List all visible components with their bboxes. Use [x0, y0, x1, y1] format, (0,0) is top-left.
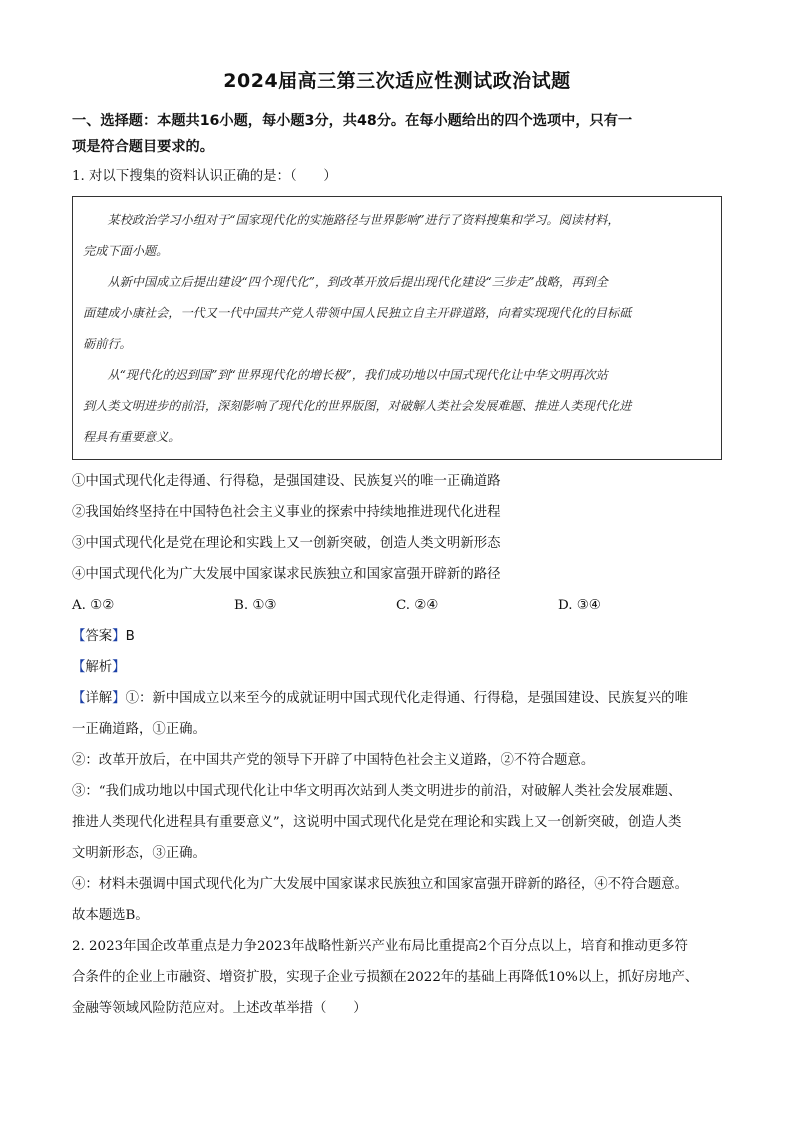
option-c: C. ②④	[396, 598, 439, 613]
material-p3-line3: 程具有重要意义。	[83, 430, 181, 444]
material-p2-line3: 砺前行。	[83, 337, 132, 351]
statement-1: ①中国式现代化走得通、行得稳，是强国建设、民族复兴的唯一正确道路	[72, 474, 501, 489]
option-d: D. ③④	[558, 598, 601, 613]
detail-line6: 文明新形态，③正确。	[72, 846, 206, 861]
detail-close-bracket: 】	[112, 691, 126, 706]
detail-line2: 一正确道路，①正确。	[72, 722, 206, 737]
analysis-open-bracket: 【	[72, 660, 86, 675]
statement-4: ④中国式现代化为广大发展中国家谋求民族独立和国家富强开辟新的路径	[72, 567, 501, 582]
detail-line4: ③：“我们成功地以中国式现代化让中华文明再次站到人类文明进步的前沿，对破解人类社会发展难题、	[72, 784, 682, 799]
answer-close-bracket: 】	[112, 629, 126, 644]
question2-line2: 合条件的企业上市融资、增资扩股，实现子企业亏损额在2022年的基础上再降低10%以上，抓好房地产、	[72, 970, 699, 985]
detail-open-bracket: 【	[72, 691, 86, 706]
detail-line8: 故本题选B。	[72, 908, 149, 923]
answer-value: B	[125, 629, 135, 644]
analysis-line	[72, 652, 722, 683]
section-heading-line2: 项是符合题目要求的。	[72, 139, 214, 155]
detail-text-1: ①：新中国成立以来至今的成就证明中国式现代化走得通、行得稳，是强国建设、民族复兴的唯	[125, 691, 688, 706]
detail-line3: ②：改革开放后，在中国共产党的领导下开辟了中国特色社会主义道路，②不符合题意。	[72, 753, 595, 768]
material-p3-line2: 到人类文明进步的前沿，深刻影响了现代化的世界版图，对破解人类社会发展难题、推进人类现代化进	[83, 399, 632, 413]
analysis-close-bracket: 】	[112, 660, 126, 675]
question1-options	[72, 590, 722, 621]
question1-stem: 1. 对以下搜集的资料认识正确的是：（ ）	[72, 169, 337, 184]
question2-line1: 2. 2023年国企改革重点是力争2023年战略性新兴产业布局比重提高2个百分点以上，培育和推动更多符	[72, 939, 688, 954]
material-p2-line2: 面建成小康社会，一代又一代中国共产党人带领中国人民独立自主开辟道路，向着实现现代化的目标砥	[83, 306, 632, 320]
material-p3-line1: 从“现代化的迟到国”到“世界现代化的增长极”，我们成功地以中国式现代化让中华文明再次站	[107, 368, 608, 382]
detail-label: 详解	[85, 691, 113, 706]
material-p1-line1: 某校政治学习小组对于“国家现代化的实施路径与世界影响”进行了资料搜集和学习。阅读材料，	[107, 213, 620, 227]
material-p2-line1: 从新中国成立后提出建设“四个现代化”，到改革开放后提出现代化建设“三步走”战略，再到全	[107, 275, 608, 289]
section-heading-line1: 一、选择题：本题共16小题，每小题3分，共48分。在每小题给出的四个选项中，只有一	[72, 113, 633, 129]
exam-title: 2024届高三第三次适应性测试政治试题	[223, 70, 571, 92]
question2	[72, 931, 722, 1024]
answer-label: 答案	[85, 629, 113, 644]
answer-open-bracket: 【	[72, 629, 86, 644]
question1-statements	[72, 466, 722, 590]
detail-line5: 推进人类现代化进程具有重要意义”，这说明中国式现代化是党在理论和实践上又一创新突破，创造人类	[72, 815, 682, 830]
answer-line	[72, 621, 722, 652]
question2-line3: 金融等领域风险防范应对。上述改革举措（ ）	[72, 1001, 367, 1016]
detail-line7: ④：材料未强调中国式现代化为广大发展中国家谋求民族独立和国家富强开辟新的路径，④不符合题意。	[72, 877, 688, 892]
question1-material-box	[72, 196, 722, 460]
section-heading	[72, 108, 722, 160]
analysis-label: 解析	[85, 660, 113, 675]
detail-line1	[72, 683, 722, 714]
option-a: A. ①②	[72, 598, 115, 613]
statement-3: ③中国式现代化是党在理论和实践上又一创新突破，创造人类文明新形态	[72, 536, 501, 551]
statement-2: ②我国始终坚持在中国特色社会主义事业的探索中持续地推进现代化进程	[72, 505, 501, 520]
material-p1-line2: 完成下面小题。	[83, 244, 169, 258]
option-b: B. ①③	[234, 598, 277, 613]
